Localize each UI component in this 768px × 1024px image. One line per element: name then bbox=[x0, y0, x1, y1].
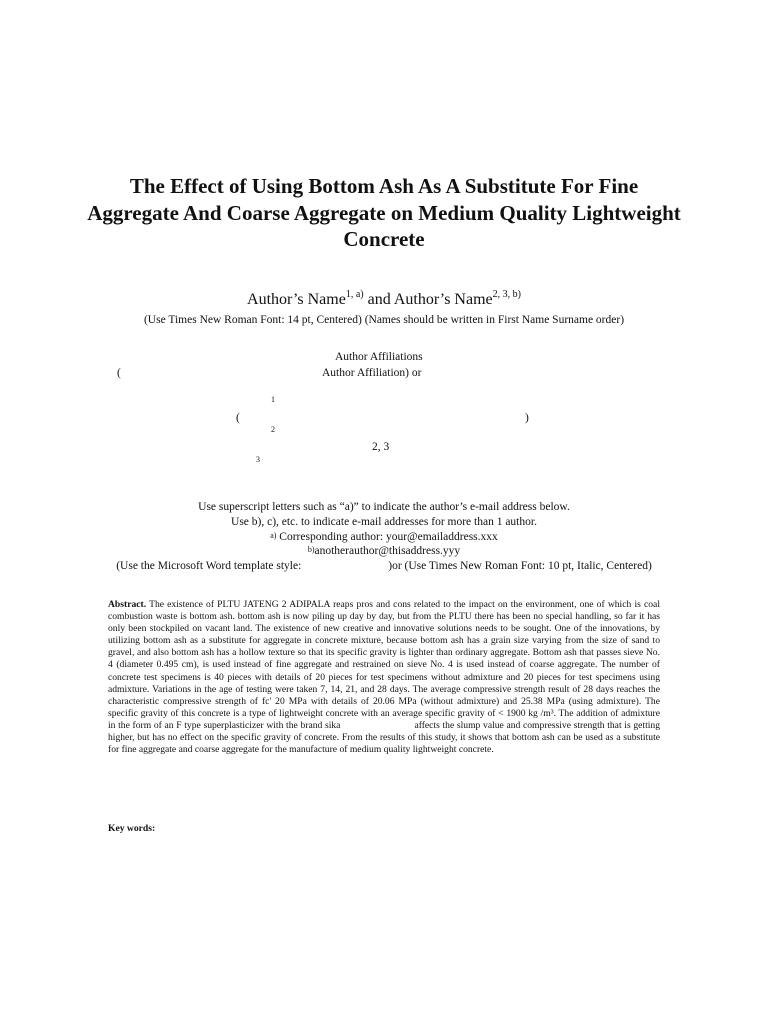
affiliation-number-3: 3 bbox=[256, 455, 260, 464]
email-sup-a: a) bbox=[270, 530, 277, 540]
abstract bbox=[108, 599, 660, 756]
keywords-label: Key words: bbox=[108, 823, 156, 834]
author-sup-1: 1, a) bbox=[345, 289, 364, 300]
affiliation-paren-open-2: ( bbox=[236, 412, 240, 424]
email-style-note bbox=[0, 559, 768, 574]
author-connector: and bbox=[363, 291, 394, 308]
affiliations-heading: Author Affiliations bbox=[335, 351, 423, 363]
author-sup-2: 2, 3, b) bbox=[492, 289, 521, 300]
corresponding-email: Corresponding author: your@emailaddress.xxx bbox=[276, 530, 498, 543]
email-style-part-1: (Use the Microsoft Word template style: bbox=[116, 560, 302, 573]
author-name-2: Author’s Name bbox=[393, 291, 493, 308]
paper-title: The Effect of Using Bottom Ash As A Substitute For Fine Aggregate And Coarse Aggregate on Medium Quality Lightweight Concrete bbox=[87, 174, 681, 251]
email-instructions bbox=[0, 500, 768, 574]
abstract-label: Abstract. bbox=[108, 599, 147, 610]
email-style-part-2: )or (Use Times New Roman Font: 10 pt, Italic, Centered) bbox=[388, 560, 652, 573]
corresponding-author-line bbox=[0, 530, 768, 545]
abstract-text-2: affects the slump value and compressive strength that is getting higher, but has no effect on the specific gravity of concrete. From the results of this study, it shows that bottom ash can be used as a substitute for fine aggregate and coarse aggregate for the manufacture of medium quality lightweight concrete. bbox=[108, 719, 660, 756]
affiliation-number-2-3: 2, 3 bbox=[372, 441, 390, 453]
author-format-note: (Use Times New Roman Font: 14 pt, Centered) (Names should be written in First Name Surname order) bbox=[143, 314, 625, 326]
email-instruction-line-2: Use b), c), etc. to indicate e-mail addresses for more than 1 author. bbox=[231, 515, 537, 528]
email-instruction-line-1: Use superscript letters such as “a)” to indicate the author’s e-mail address below. bbox=[198, 501, 570, 513]
another-email: anotherauthor@thisaddress.yyy bbox=[314, 545, 461, 558]
abstract-text-1: The existence of PLTU JATENG 2 ADIPALA reaps pros and cons related to the impact on the environment, one of which is coal combustion waste is bottom ash. bottom ash is now piling up day by day, but from the PLTU there has been no special handling, so far it has only been stockpiled on vacant land. The existence of new creative and innovative solutions needs to be sought. One of the innovations, by utilizing bottom ash as a substitute for aggregate in concrete mixture, because bottom ash has a grain size varying from the size of sand to gravel, and also bottom ash has a hollow texture so that its specific gravity is lighter than ordinary aggregate. Bottom ash that passes sieve No. 4 (diameter 0.495 cm), is used instead of fine aggregate and restrained on sieve No. 4 is used instead of coarse aggregate. The number of concrete test specimens is 40 pieces with details of 20 pieces for test specimens without admixture and 20 pieces for test specimens using admixture. Variations in the age of testing were taken 7, 14, 21, and 28 days. The average compressive strength result of 28 days reaches the characteristic compressive strength of fc' 20 MPa with details of 20.06 MPa (without admixture) and 25.38 MPa (using admixture). The specific gravity of this concrete is a type of lightweight concrete with an average specific gravity of < 1900 kg /m³. The addition of admixture in the form of an F type superplasticizer with the brand sika bbox=[108, 599, 660, 731]
email-sup-b: b) bbox=[307, 545, 315, 555]
affiliation-number-2: 2 bbox=[271, 425, 275, 434]
author-name-1: Author’s Name bbox=[247, 291, 346, 308]
author-line bbox=[0, 291, 768, 309]
affiliation-paren-open-1: ( bbox=[117, 367, 121, 379]
affiliation-number-1: 1 bbox=[271, 395, 275, 404]
affiliation-line-2: Author Affiliation) or bbox=[322, 367, 422, 379]
another-author-line bbox=[0, 544, 768, 559]
affiliation-paren-close-2: ) bbox=[525, 412, 529, 424]
